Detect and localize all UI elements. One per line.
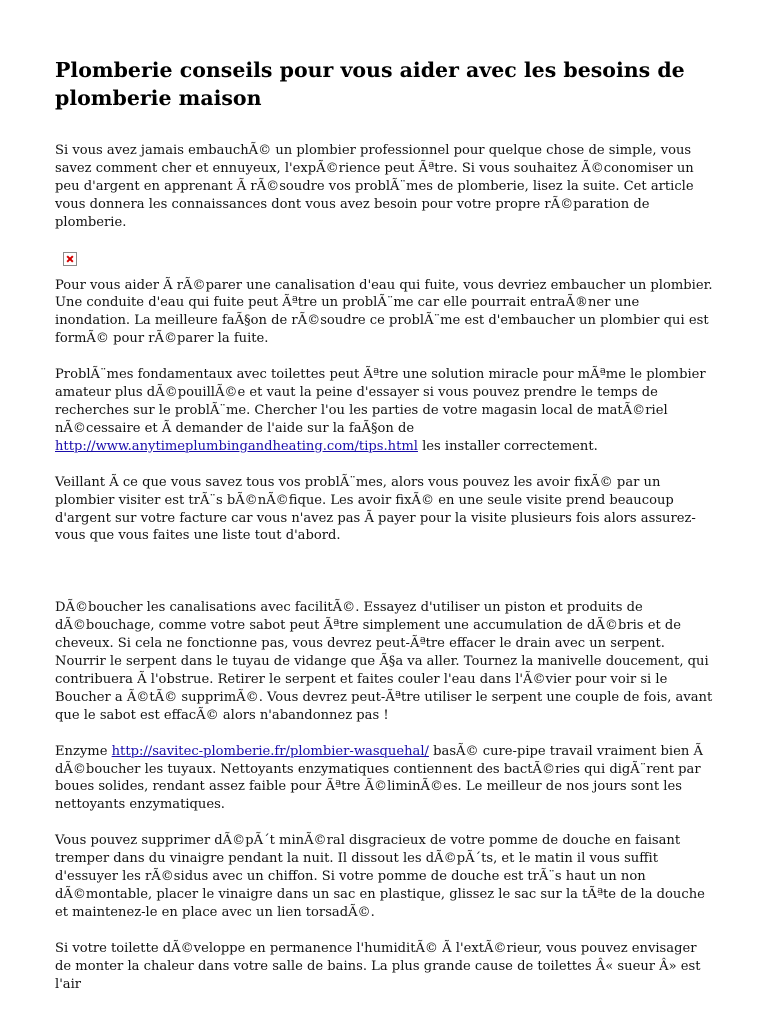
page-title: Plomberie conseils pour vous aider avec les besoins de plomberie maison: [55, 58, 685, 110]
image-placeholder: [55, 250, 715, 267]
plombier-link[interactable]: http://savitec-plomberie.fr/plombier-wasquehal/: [111, 743, 429, 759]
document-page: [55, 56, 715, 1012]
paragraph-text: Enzyme: [55, 743, 112, 759]
tips-link[interactable]: http://www.anytimeplumbingandheating.com/tips.html: [55, 438, 418, 454]
paragraph-leak-repair: Pour vous aider Ã rÃ©parer une canalisation d'eau qui fuite, vous devriez embaucher un plombier. Une conduite d'eau qui fuite peut Ãªtre un problÃ¨me car elle pourrait entraÃ®ner une inondation. La meilleure faÃ§on de rÃ©soudre ce problÃ¨me est d'embaucher un plombier qui est formÃ© pour rÃ©parer la fuite.: [55, 277, 713, 347]
paragraph-unclog: DÃ©boucher les canalisations avec facilitÃ©. Essayez d'utiliser un piston et produits de dÃ©bouchage, comme votre sabot peut Ãªtre simplement une accumulation de dÃ©bris et de cheveux. Si cela ne fonctionne pas, vous devrez peut-Ãªtre effacer le drain avec un serpent. Nourrir le serpent dans le tuyau de vidange que Ã§a va aller. Tournez la manivelle doucement, qui contribuera Ã l'obstrue. Retirer le serpent et faites couler l'eau dans l'Ã©vier pour voir si le Boucher a Ã©tÃ© supprimÃ©. Vous devrez peut-Ãªtre utiliser le serpent une couple de fois, avant que le sabot est effacÃ© alors n'abandonnez pas !: [55, 600, 713, 723]
paragraph-text: basÃ© cure-pipe travail vraiment bien Ã dÃ©boucher les tuyaux. Nettoyants enzymatiques contiennent des bactÃ©ries qui digÃ¨rent par boues solides, rendant assez faible pour Ãªtre Ã©liminÃ©es. Le meilleur de nos jours sont les nettoyants enzymatiques.: [55, 743, 703, 813]
paragraph-toilet-problems: [55, 366, 715, 456]
paragraph-text: ProblÃ¨mes fondamentaux avec toilettes peut Ãªtre une solution miracle pour mÃªme le plombier amateur plus dÃ©pouillÃ©e et vaut la peine d'essayer si vous pouvez prendre le temps de recherches sur le problÃ¨me. Chercher l'ou les parties de votre magasin local de matÃ©riel nÃ©cessaire et Ã demander de l'aide sur la faÃ§on de: [55, 367, 706, 436]
paragraph-text: les installer correctement.: [417, 438, 598, 454]
paragraph-enzyme: [55, 743, 715, 815]
broken-image-icon: [63, 252, 77, 266]
paragraph-intro: Si vous avez jamais embauchÃ© un plombier professionnel pour quelque chose de simple, vous savez comment cher et ennuyeux, l'expÃ©rience peut Ãªtre. Si vous souhaitez Ã©conomiser un peu d'argent en apprenant Ã rÃ©soudre vos problÃ¨mes de plomberie, lisez la suite. Cet article vous donnera les connaissances dont vous avez besoin pour votre propre rÃ©paration de plomberie.: [55, 143, 694, 230]
paragraph-shower-head: Vous pouvez supprimer dÃ©pÃ´t minÃ©ral disgracieux de votre pomme de douche en faisant tremper dans du vinaigre pendant la nuit. Il dissout les dÃ©pÃ´ts, et le matin il vous suffit d'essuyer les rÃ©sidus avec un chiffon. Si votre pomme de douche est trÃ¨s haut un non dÃ©montable, placer le vinaigre dans un sac en plastique, glissez le sac sur la tÃªte de la douche et maintenez-le en place avec un lien torsadÃ©.: [55, 833, 705, 920]
paragraph-toilet-humidity: Si votre toilette dÃ©veloppe en permanence l'humiditÃ© Ã l'extÃ©rieur, vous pouvez envisager de monter la chaleur dans votre salle de bains. La plus grande cause de toilettes Â« sueur Â» est l'air: [55, 940, 701, 992]
paragraph-make-list: Veillant Ã ce que vous savez tous vos problÃ¨mes, alors vous pouvez les avoir fixÃ© par un plombier visiter est trÃ¨s bÃ©nÃ©fique. Les avoir fixÃ© en une seule visite prend beaucoup d'argent sur votre facture car vous n'avez pas Ã payer pour la visite plusieurs fois alors assurez-vous que vous faites une liste tout d'abord.: [55, 474, 696, 544]
spacer: [55, 563, 715, 599]
